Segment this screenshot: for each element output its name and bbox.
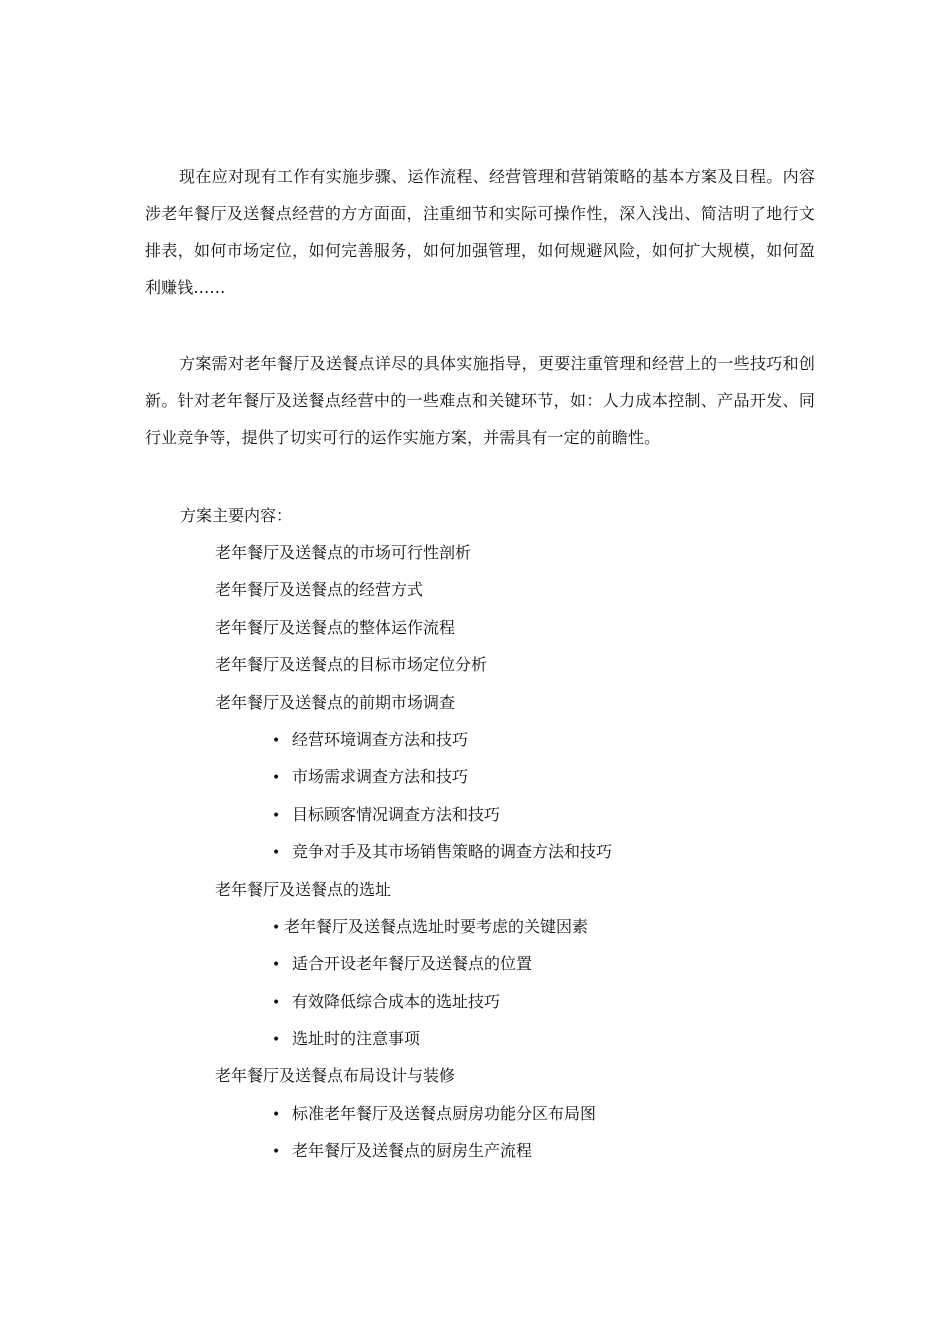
guidance-paragraph: 方案需对老年餐厅及送餐点详尽的具体实施指导，更要注重管理和经营上的一些技巧和创新。针对老年餐厅及送餐点经营中的一些难点和关键环节，如：人力成本控制、产品开发、同行业竞争等，提供了切实可行的运作实施方案，并需具有一定的前瞻性。 — [145, 354, 815, 447]
outline-item: 老年餐厅及送餐点的前期市场调查 — [215, 692, 456, 712]
bullet-dot: • — [272, 770, 281, 787]
outline-subitem — [0, 796, 950, 833]
subitem-text: 有效降低综合成本的选址技巧 — [292, 991, 501, 1011]
outline-item: 老年餐厅及送餐点的选址 — [215, 879, 392, 899]
outline-subitem — [0, 721, 950, 758]
outline-subitem — [0, 758, 950, 795]
outline-subitem — [0, 833, 950, 870]
subitem-text: 老年餐厅及送餐点选址时要考虑的关键因素 — [284, 916, 589, 936]
bullet-dot: • — [272, 1106, 281, 1123]
bullet-dot: • — [272, 732, 281, 749]
intro-paragraph: 现在应对现有工作有实施步骤、运作流程、经营管理和营销策略的基本方案及日程。内容涉老年餐厅及送餐点经营的方方面面，注重细节和实际可操作性，深入浅出、简洁明了地行文排表，如何市场定位，如何完善服务，如何加强管理，如何规避风险，如何扩大规模，如何盈利赚钱…… — [145, 167, 815, 297]
subitem-text: 目标顾客情况调查方法和技巧 — [292, 804, 501, 824]
outline-item: 老年餐厅及送餐点的市场可行性剖析 — [215, 543, 472, 562]
outline-subitem — [0, 1132, 950, 1169]
bullet-dot: • — [272, 1032, 281, 1049]
bullet-dot: • — [272, 845, 281, 862]
outline-item: 老年餐厅及送餐点的经营方式 — [215, 580, 424, 600]
outline-subitem — [0, 1020, 950, 1057]
outline-item: 老年餐厅及送餐点的目标市场定位分析 — [215, 655, 488, 675]
bullet-dot: • — [272, 957, 281, 974]
outline-subitem — [0, 983, 950, 1020]
contents-heading: 方案主要内容： — [180, 506, 293, 525]
outline-subitem — [0, 1095, 950, 1132]
subitem-text: 竞争对手及其市场销售策略的调查方法和技巧 — [292, 842, 613, 862]
subitem-text: 标准老年餐厅及送餐点厨房功能分区布局图 — [292, 1103, 597, 1123]
bullet-dot: • — [272, 1144, 281, 1161]
subitem-text: 老年餐厅及送餐点的厨房生产流程 — [292, 1141, 533, 1161]
subitem-text: 选址时的注意事项 — [292, 1029, 421, 1049]
bullet-dot: • — [272, 919, 281, 936]
subitem-text: 适合开设老年餐厅及送餐点的位置 — [292, 954, 533, 974]
subitem-text: 经营环境调查方法和技巧 — [292, 729, 469, 749]
bullet-dot: • — [272, 994, 281, 1011]
outline-item: 老年餐厅及送餐点布局设计与装修 — [215, 1066, 456, 1086]
outline-subitem — [0, 945, 950, 982]
outline-subitem — [0, 908, 950, 945]
bullet-dot: • — [272, 807, 281, 824]
outline-item: 老年餐厅及送餐点的整体运作流程 — [215, 617, 456, 637]
subitem-text: 市场需求调查方法和技巧 — [292, 767, 469, 787]
contents-outline — [0, 534, 950, 1170]
